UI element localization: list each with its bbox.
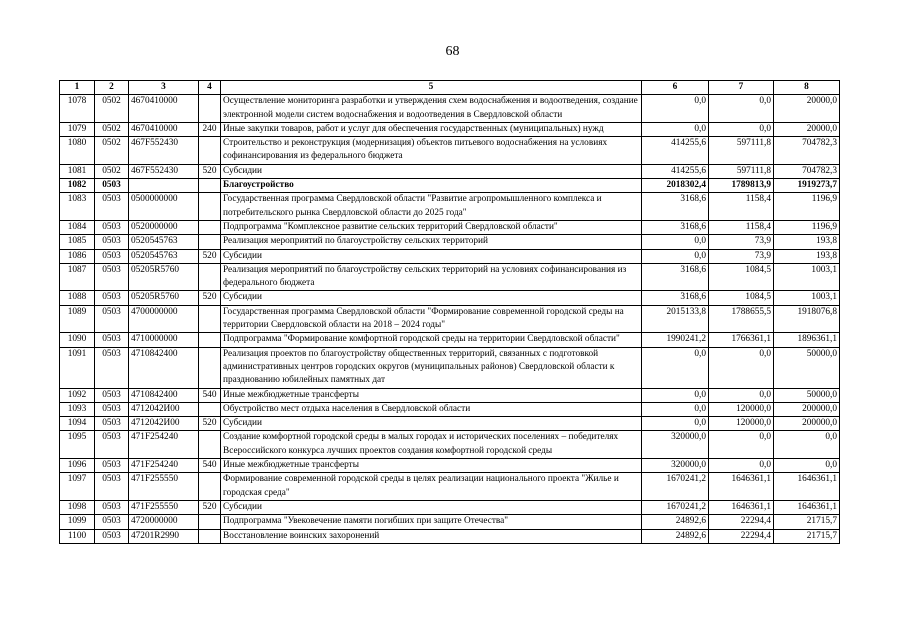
item-name-cell: Иные межбюджетные трансферты (221, 459, 642, 473)
amount-cell: 1084,5 (709, 263, 774, 291)
amount-cell: 1788655,5 (709, 305, 774, 333)
row-number-cell: 1086 (60, 249, 95, 263)
amount-cell: 0,0 (709, 459, 774, 473)
row-number-cell: 1087 (60, 263, 95, 291)
amount-cell: 3168,6 (642, 193, 709, 221)
amount-cell: 1196,9 (774, 193, 840, 221)
target-article-cell: 4700000000 (129, 305, 199, 333)
item-name-cell: Реализация проектов по благоустройству общественных территорий, связанных с подготовкой административных центров городских округов (муниципальных районов) Свердловской области к празднованию юбилейных памятных дат (221, 347, 642, 388)
amount-cell: 1918076,8 (774, 305, 840, 333)
target-article-cell (129, 179, 199, 193)
amount-cell: 24892,6 (642, 515, 709, 529)
target-article-cell: 05205R5760 (129, 263, 199, 291)
table-row (60, 459, 840, 473)
expense-type-cell: 520 (199, 164, 221, 178)
table-row (60, 500, 840, 514)
table-row (60, 529, 840, 543)
amount-cell: 50000,0 (774, 388, 840, 402)
expense-type-cell: 540 (199, 388, 221, 402)
target-article-cell: 0520545763 (129, 235, 199, 249)
row-number-cell: 1092 (60, 388, 95, 402)
row-number-cell: 1095 (60, 431, 95, 459)
row-number-cell: 1093 (60, 402, 95, 416)
table-row (60, 347, 840, 388)
amount-cell: 1196,9 (774, 220, 840, 234)
expense-type-cell: 520 (199, 500, 221, 514)
header-cell: 1 (60, 81, 95, 95)
amount-cell: 0,0 (774, 431, 840, 459)
target-article-cell: 4710842400 (129, 388, 199, 402)
item-name-cell: Формирование современной городской среды в целях реализации национального проекта "Жилье и городская среда" (221, 473, 642, 501)
table-row (60, 388, 840, 402)
table-row (60, 402, 840, 416)
amount-cell: 1670241,2 (642, 473, 709, 501)
target-article-cell: 4670410000 (129, 122, 199, 136)
item-name-cell: Реализация мероприятий по благоустройству сельских территорий на условиях софинансирования из федерального бюджета (221, 263, 642, 291)
target-article-cell: 4712042И00 (129, 402, 199, 416)
row-number-cell: 1100 (60, 529, 95, 543)
section-code-cell: 0503 (95, 417, 129, 431)
section-code-cell: 0503 (95, 347, 129, 388)
table-row (60, 220, 840, 234)
row-number-cell: 1082 (60, 179, 95, 193)
amount-cell: 0,0 (642, 347, 709, 388)
amount-cell: 20000,0 (774, 95, 840, 123)
target-article-cell: 467F552430 (129, 164, 199, 178)
table-row (60, 431, 840, 459)
amount-cell: 0,0 (709, 122, 774, 136)
amount-cell: 704782,3 (774, 164, 840, 178)
amount-cell: 1670241,2 (642, 500, 709, 514)
table-row (60, 417, 840, 431)
amount-cell: 1646361,1 (774, 473, 840, 501)
target-article-cell: 471F255550 (129, 473, 199, 501)
section-code-cell: 0503 (95, 305, 129, 333)
amount-cell: 0,0 (709, 95, 774, 123)
expense-type-cell (199, 473, 221, 501)
expense-type-cell (199, 529, 221, 543)
expense-type-cell (199, 515, 221, 529)
amount-cell: 0,0 (709, 388, 774, 402)
item-name-cell: Иные межбюджетные трансферты (221, 388, 642, 402)
row-number-cell: 1089 (60, 305, 95, 333)
amount-cell: 21715,7 (774, 529, 840, 543)
expense-type-cell (199, 431, 221, 459)
expense-type-cell (199, 263, 221, 291)
amount-cell: 1158,4 (709, 220, 774, 234)
row-number-cell: 1098 (60, 500, 95, 514)
header-cell: 4 (199, 81, 221, 95)
section-code-cell: 0503 (95, 431, 129, 459)
row-number-cell: 1099 (60, 515, 95, 529)
item-name-cell: Субсидии (221, 500, 642, 514)
amount-cell: 0,0 (642, 235, 709, 249)
item-name-cell: Благоустройство (221, 179, 642, 193)
amount-cell: 73,9 (709, 235, 774, 249)
item-name-cell: Субсидии (221, 417, 642, 431)
expense-type-cell (199, 193, 221, 221)
expense-type-cell: 520 (199, 291, 221, 305)
header-cell: 7 (709, 81, 774, 95)
section-code-cell: 0503 (95, 220, 129, 234)
amount-cell: 20000,0 (774, 122, 840, 136)
table-row (60, 122, 840, 136)
amount-cell: 704782,3 (774, 137, 840, 165)
row-number-cell: 1096 (60, 459, 95, 473)
section-code-cell: 0503 (95, 333, 129, 347)
amount-cell: 1003,1 (774, 263, 840, 291)
amount-cell: 320000,0 (642, 431, 709, 459)
amount-cell: 597111,8 (709, 164, 774, 178)
table-body (60, 95, 840, 544)
section-code-cell: 0502 (95, 122, 129, 136)
target-article-cell: 4710000000 (129, 333, 199, 347)
amount-cell: 193,8 (774, 235, 840, 249)
amount-cell: 21715,7 (774, 515, 840, 529)
amount-cell: 1646361,1 (709, 500, 774, 514)
expense-type-cell (199, 220, 221, 234)
item-name-cell: Государственная программа Свердловской области "Развитие агропромышленного комплекса и потребительского рынка Свердловской области до 2025 года" (221, 193, 642, 221)
table-row (60, 193, 840, 221)
amount-cell: 0,0 (642, 95, 709, 123)
amount-cell: 3168,6 (642, 263, 709, 291)
table-row (60, 179, 840, 193)
section-code-cell: 0503 (95, 193, 129, 221)
row-number-cell: 1084 (60, 220, 95, 234)
expense-type-cell (199, 137, 221, 165)
row-number-cell: 1078 (60, 95, 95, 123)
target-article-cell: 467F552430 (129, 137, 199, 165)
section-code-cell: 0503 (95, 388, 129, 402)
expense-type-cell: 520 (199, 249, 221, 263)
table-row (60, 291, 840, 305)
section-code-cell: 0503 (95, 473, 129, 501)
table-row (60, 235, 840, 249)
section-code-cell: 0503 (95, 179, 129, 193)
item-name-cell: Государственная программа Свердловской области "Формирование современной городской среды на территории Свердловской области на 2018 – 2024 годы" (221, 305, 642, 333)
item-name-cell: Строительство и реконструкция (модернизация) объектов питьевого водоснабжения на условиях софинансирования из федерального бюджета (221, 137, 642, 165)
target-article-cell: 0520545763 (129, 249, 199, 263)
amount-cell: 414255,6 (642, 137, 709, 165)
amount-cell: 1789813,9 (709, 179, 774, 193)
amount-cell: 0,0 (709, 431, 774, 459)
expense-type-cell (199, 402, 221, 416)
item-name-cell: Осуществление мониторинга разработки и утверждения схем водоснабжения и водоотведения, создание электронной модели систем водоснабжения и водоотведения в Свердловской области (221, 95, 642, 123)
table-row (60, 164, 840, 178)
table-row (60, 263, 840, 291)
row-number-cell: 1085 (60, 235, 95, 249)
amount-cell: 22294,4 (709, 515, 774, 529)
amount-cell: 414255,6 (642, 164, 709, 178)
item-name-cell: Субсидии (221, 164, 642, 178)
table-row (60, 333, 840, 347)
table-row (60, 95, 840, 123)
target-article-cell: 47201R2990 (129, 529, 199, 543)
table-row (60, 515, 840, 529)
amount-cell: 193,8 (774, 249, 840, 263)
amount-cell: 200000,0 (774, 417, 840, 431)
row-number-cell: 1090 (60, 333, 95, 347)
expense-type-cell: 240 (199, 122, 221, 136)
amount-cell: 1158,4 (709, 193, 774, 221)
section-code-cell: 0502 (95, 137, 129, 165)
page-number: 68 (445, 44, 460, 59)
target-article-cell: 4720000000 (129, 515, 199, 529)
section-code-cell: 0503 (95, 249, 129, 263)
expense-type-cell: 540 (199, 459, 221, 473)
item-name-cell: Обустройство мест отдыха населения в Свердловской области (221, 402, 642, 416)
section-code-cell: 0502 (95, 95, 129, 123)
amount-cell: 1896361,1 (774, 333, 840, 347)
item-name-cell: Подпрограмма "Комплексное развитие сельских территорий Свердловской области" (221, 220, 642, 234)
section-code-cell: 0503 (95, 235, 129, 249)
amount-cell: 22294,4 (709, 529, 774, 543)
amount-cell: 50000,0 (774, 347, 840, 388)
amount-cell: 1003,1 (774, 291, 840, 305)
expense-type-cell (199, 305, 221, 333)
section-code-cell: 0503 (95, 459, 129, 473)
target-article-cell: 471F254240 (129, 431, 199, 459)
row-number-cell: 1094 (60, 417, 95, 431)
amount-cell: 2015133,8 (642, 305, 709, 333)
amount-cell: 1646361,1 (774, 500, 840, 514)
amount-cell: 1919273,7 (774, 179, 840, 193)
item-name-cell: Реализация мероприятий по благоустройству сельских территорий (221, 235, 642, 249)
item-name-cell: Подпрограмма "Увековечение памяти погибших при защите Отечества" (221, 515, 642, 529)
amount-cell: 200000,0 (774, 402, 840, 416)
amount-cell: 1990241,2 (642, 333, 709, 347)
header-cell: 6 (642, 81, 709, 95)
section-code-cell: 0503 (95, 515, 129, 529)
expense-type-cell (199, 347, 221, 388)
section-code-cell: 0503 (95, 500, 129, 514)
amount-cell: 0,0 (709, 347, 774, 388)
target-article-cell: 4670410000 (129, 95, 199, 123)
amount-cell: 3168,6 (642, 291, 709, 305)
row-number-cell: 1097 (60, 473, 95, 501)
item-name-cell: Создание комфортной городской среды в малых городах и исторических поселениях – победителях Всероссийского конкурса лучших проектов создания комфортной городской среды (221, 431, 642, 459)
row-number-cell: 1080 (60, 137, 95, 165)
row-number-cell: 1079 (60, 122, 95, 136)
expense-type-cell (199, 95, 221, 123)
item-name-cell: Субсидии (221, 291, 642, 305)
amount-cell: 0,0 (774, 459, 840, 473)
header-cell: 8 (774, 81, 840, 95)
row-number-cell: 1083 (60, 193, 95, 221)
amount-cell: 3168,6 (642, 220, 709, 234)
header-cell: 2 (95, 81, 129, 95)
amount-cell: 1646361,1 (709, 473, 774, 501)
budget-table (59, 80, 840, 544)
amount-cell: 1766361,1 (709, 333, 774, 347)
table-row (60, 473, 840, 501)
amount-cell: 0,0 (642, 402, 709, 416)
table-row (60, 305, 840, 333)
section-code-cell: 0502 (95, 164, 129, 178)
item-name-cell: Восстановление воинских захоронений (221, 529, 642, 543)
amount-cell: 0,0 (642, 249, 709, 263)
row-number-cell: 1088 (60, 291, 95, 305)
target-article-cell: 471F255550 (129, 500, 199, 514)
target-article-cell: 0520000000 (129, 220, 199, 234)
expense-type-cell: 520 (199, 417, 221, 431)
target-article-cell: 05205R5760 (129, 291, 199, 305)
target-article-cell: 4710842400 (129, 347, 199, 388)
table-row (60, 137, 840, 165)
header-cell: 3 (129, 81, 199, 95)
section-code-cell: 0503 (95, 263, 129, 291)
amount-cell: 0,0 (642, 122, 709, 136)
amount-cell: 320000,0 (642, 459, 709, 473)
target-article-cell: 471F254240 (129, 459, 199, 473)
amount-cell: 1084,5 (709, 291, 774, 305)
row-number-cell: 1091 (60, 347, 95, 388)
section-code-cell: 0503 (95, 402, 129, 416)
amount-cell: 24892,6 (642, 529, 709, 543)
item-name-cell: Субсидии (221, 249, 642, 263)
header-row (60, 81, 840, 95)
expense-type-cell (199, 235, 221, 249)
section-code-cell: 0503 (95, 529, 129, 543)
target-article-cell: 4712042И00 (129, 417, 199, 431)
amount-cell: 597111,8 (709, 137, 774, 165)
amount-cell: 120000,0 (709, 402, 774, 416)
item-name-cell: Иные закупки товаров, работ и услуг для обеспечения государственных (муниципальных) нужд (221, 122, 642, 136)
row-number-cell: 1081 (60, 164, 95, 178)
target-article-cell: 0500000000 (129, 193, 199, 221)
table-row (60, 249, 840, 263)
amount-cell: 0,0 (642, 417, 709, 431)
amount-cell: 73,9 (709, 249, 774, 263)
expense-type-cell (199, 179, 221, 193)
section-code-cell: 0503 (95, 291, 129, 305)
item-name-cell: Подпрограмма "Формирование комфортной городской среды на территории Свердловской области" (221, 333, 642, 347)
amount-cell: 0,0 (642, 388, 709, 402)
amount-cell: 120000,0 (709, 417, 774, 431)
expense-type-cell (199, 333, 221, 347)
amount-cell: 2018302,4 (642, 179, 709, 193)
header-cell: 5 (221, 81, 642, 95)
